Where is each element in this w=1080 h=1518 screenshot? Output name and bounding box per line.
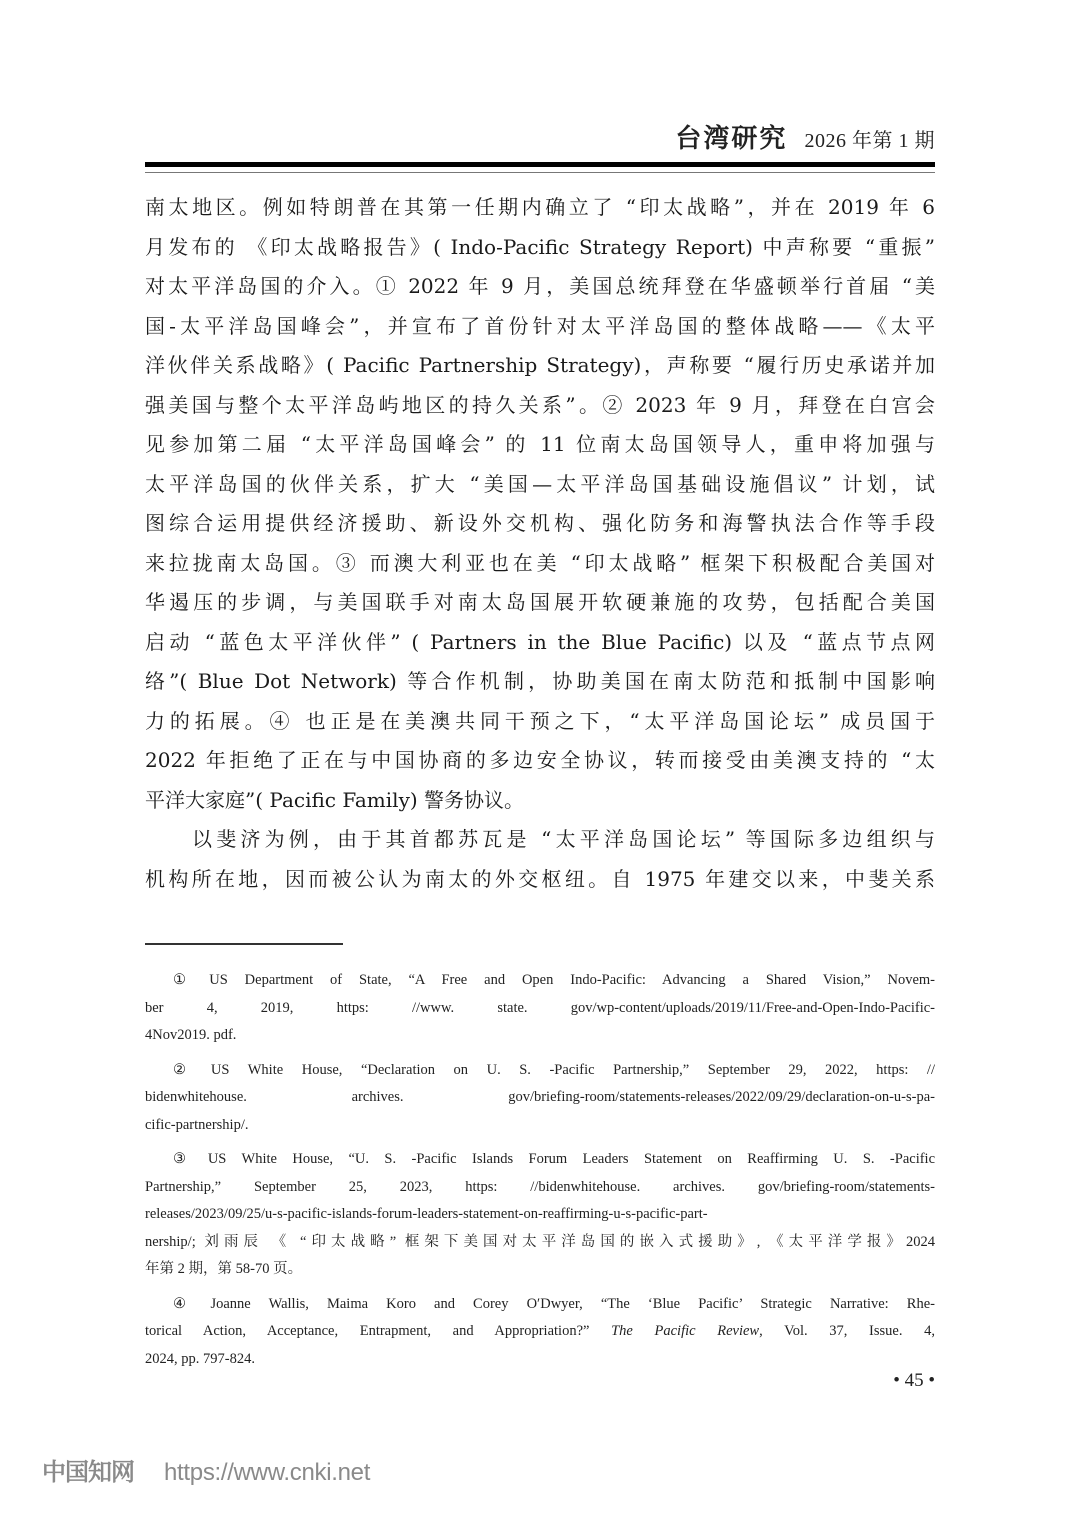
watermark-name: 中国知网 bbox=[42, 1459, 134, 1486]
footnote-4 bbox=[145, 1291, 935, 1374]
body-line: 月发布的 《印太战略报告》( Indo-Pacific Strategy Report) 中声称要 “重振” bbox=[145, 234, 935, 259]
footnote-1 bbox=[145, 967, 935, 1050]
body-line: 力的拓展。④ 也正是在美澳共同干预之下，“太平洋岛国论坛” 成员国于 bbox=[145, 708, 935, 733]
footnote-2 bbox=[145, 1057, 935, 1140]
footnote-text: US White House, “U. S. -Pacific Islands Forum Leaders Statement on Reaffirming U. S. -Pacific bbox=[207, 1151, 935, 1167]
footnote-text: Joanne Wallis, Maima Koro and Corey O′Dwyer, “The ‘Blue Pacific’ Strategic Narrative: Rhe- bbox=[210, 1295, 935, 1312]
body-line: 对太平洋岛国的介入。① 2022 年 9 月，美国总统拜登在华盛顿举行首届 “美 bbox=[145, 274, 935, 298]
footnote-marker: ③ bbox=[173, 1151, 198, 1167]
page-number: • 45 • bbox=[893, 1370, 935, 1391]
footnote-text: nership/; 刘雨辰 《 “印太战略” 框架下美国对太平洋岛国的嵌入式援助》, 《太平洋学报》2024 bbox=[145, 1233, 935, 1250]
header-rule-thick bbox=[145, 162, 935, 167]
footnote-text: ber 4, 2019, https: //www. state. gov/wp-content/uploads/2019/11/Free-and-Open-Indo-Pacific- bbox=[145, 999, 935, 1016]
body-line: 机构所在地，因而被公认为南太的外交枢纽。自 1975 年建交以来，中斐关系 bbox=[145, 866, 935, 891]
journal-name: 台湾研究 bbox=[675, 124, 788, 154]
body-line: 洋伙伴关系战略》( Pacific Partnership Strategy)，声称要 “履行历史承诺并加 bbox=[145, 353, 935, 377]
body-line: 来拉拢南太岛国。③ 而澳大利亚也在美 “印太战略” 框架下积极配合美国对 bbox=[145, 550, 935, 575]
footnote-text-part: , Vol. 37, Issue. 4, bbox=[759, 1323, 935, 1339]
footnote-text: 4Nov2019. pdf. bbox=[145, 1027, 237, 1043]
journal-title: The Pacific Review bbox=[611, 1323, 760, 1339]
body-line: 启动 “蓝色太平洋伙伴” ( Partners in the Blue Pacific) 以及 “蓝点节点网 bbox=[145, 629, 935, 654]
body-line: 太平洋岛国的伙伴关系，扩大 “美国—太平洋岛国基础设施倡议” 计划，试 bbox=[145, 471, 935, 496]
body-line: 以斐济为例，由于其首都苏瓦是 “太平洋岛国论坛” 等国际多边组织与 bbox=[192, 827, 935, 851]
footnote-text: bidenwhitehouse. archives. gov/briefing-room/statements-releases/2022/09/29/declaration-on-u-s-pa- bbox=[145, 1089, 935, 1105]
body-line: 强美国与整个太平洋岛屿地区的持久关系”。② 2023 年 9 月，拜登在白宫会 bbox=[145, 392, 935, 417]
footnote-marker: ① bbox=[173, 972, 200, 988]
issue-label: 2026 年第 1 期 bbox=[804, 130, 935, 152]
body-line: 华遏压的步调，与美国联手对南太岛国展开软硬兼施的攻势，包括配合美国 bbox=[145, 590, 935, 614]
body-line: 2022 年拒绝了正在与中国协商的多边安全协议，转而接受由美澳支持的 “太 bbox=[145, 748, 935, 772]
running-header bbox=[145, 118, 935, 158]
footnote-separator bbox=[145, 943, 343, 945]
footnote-text: US White House, “Declaration on U. S. -Pacific Partnership,” September 29, 2022, https: // bbox=[210, 1061, 935, 1078]
cnki-watermark bbox=[42, 1452, 370, 1487]
footnote-3 bbox=[145, 1146, 935, 1284]
body-text bbox=[145, 188, 935, 899]
body-line: 络”( Blue Dot Network) 等合作机制，协助美国在南太防范和抵制中国影响 bbox=[145, 669, 935, 693]
header-rule-thin bbox=[145, 172, 935, 173]
footnote-text: Partnership,” September 25, 2023, https: //bidenwhitehouse. archives. gov/briefing-room/statements- bbox=[145, 1178, 935, 1195]
body-line: 图综合运用提供经济援助、新设外交机构、强化防务和海警执法合作等手段 bbox=[145, 511, 935, 535]
body-line: 见参加第二届 “太平洋岛国峰会” 的 11 位南太岛国领导人，重申将加强与 bbox=[145, 432, 935, 456]
footnote-marker: ④ bbox=[173, 1295, 201, 1312]
footnote-text: cific-partnership/. bbox=[145, 1116, 249, 1133]
watermark-url: https://www.cnki.net bbox=[164, 1459, 371, 1486]
footnote-text-part: torical Action, Acceptance, Entrapment, and Appropriation?” bbox=[145, 1323, 590, 1339]
footnote-text: 2024, pp. 797-824. bbox=[145, 1350, 255, 1367]
footnote-text: US Department of State, “A Free and Open Indo-Pacific: Advancing a Shared Vision,” Novem- bbox=[209, 972, 935, 988]
body-line: 国-太平洋岛国峰会”，并宣布了首份针对太平洋岛国的整体战略——《太平 bbox=[145, 313, 935, 338]
footnote-text: 年第 2 期，第 58-70 页。 bbox=[145, 1261, 303, 1277]
footnote-text: releases/2023/09/25/u-s-pacific-islands-forum-leaders-statement-on-reaffirming-u-s-pacific-part- bbox=[145, 1206, 708, 1222]
footnote-text bbox=[145, 1318, 935, 1346]
body-line: 平洋大家庭”( Pacific Family) 警务协议。 bbox=[145, 787, 525, 812]
footnotes bbox=[145, 967, 935, 1380]
footnote-marker: ② bbox=[173, 1061, 201, 1078]
body-line: 南太地区。例如特朗普在其第一任期内确立了 “印太战略”，并在 2019 年 6 bbox=[145, 195, 935, 219]
